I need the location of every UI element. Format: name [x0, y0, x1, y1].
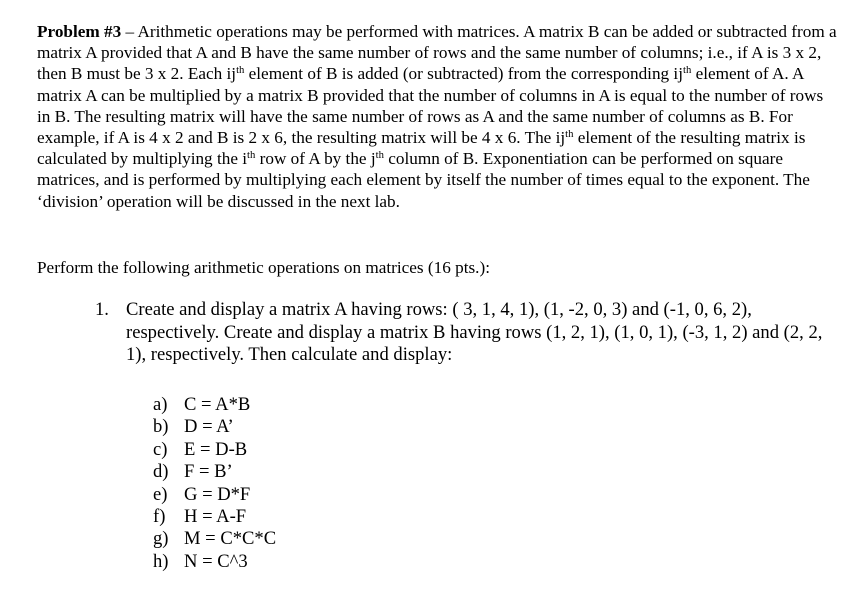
sub-item-letter: h)	[153, 550, 169, 572]
list-item-text: Create and display a matrix A having rows: ( 3, 1, 4, 1), (1, -2, 0, 3) and (-1, 0, 6, 2), respectively. Create and display a matrix B having rows (1, 2, 1), (1, 0, 1), (-3, 1, 2) and (2, 2, 1), respectively. Then calculate and display:	[126, 299, 823, 366]
superscript-th: th	[247, 150, 256, 162]
superscript-th: th	[683, 65, 692, 77]
sub-item-letter: d)	[153, 461, 169, 483]
sub-item-expression: D = A’	[184, 416, 234, 438]
sub-item-letter: f)	[153, 506, 166, 528]
sub-item-a	[153, 394, 276, 416]
superscript-th: th	[375, 150, 384, 162]
instruction-text: Perform the following arithmetic operations on matrices (16 pts.):	[37, 258, 490, 277]
sub-item-letter: c)	[153, 438, 168, 460]
heading-dash: –	[121, 22, 138, 41]
sub-item-h	[153, 551, 276, 573]
sub-item-list	[153, 394, 276, 573]
problem-paragraph	[37, 21, 837, 212]
list-item-1	[95, 299, 835, 367]
superscript-th: th	[236, 65, 245, 77]
superscript-th: th	[565, 129, 574, 141]
problem-text-5: row of A by the j	[255, 149, 376, 169]
problem-text-4: element of the resulting matrix is calculated by multiplying the i	[37, 128, 806, 169]
sub-item-b	[153, 416, 276, 438]
sub-item-expression: H = A-F	[184, 506, 247, 528]
sub-item-expression: M = C*C*C	[184, 528, 277, 550]
sub-item-letter: e)	[153, 483, 168, 505]
problem-text-6: column of B. Exponentiation can be performed on square matrices, and is performed by multiplying each element by itself the number of times equal to the exponent. The ‘division’ operation will be discussed in the next lab.	[37, 149, 810, 211]
problem-text-1: Arithmetic operations may be performed with matrices. A matrix B can be added or subtracted from a matrix A provided that A and B have the same number of rows and the same number of columns; i.e., if A is 3 x 2, then B must be 3 x 2. Each ij	[37, 22, 837, 84]
problem-text-3: element of A. A matrix A can be multiplied by a matrix B provided that the number of columns in A is equal to the number of rows in B. The resulting matrix will have the same number of rows as A and the same number of columns as B. For example, if A is 4 x 2 and B is 2 x 6, the resulting matrix will be 4 x 6. The ij	[37, 64, 824, 148]
sub-item-g	[153, 528, 276, 550]
sub-item-letter: g)	[153, 528, 169, 550]
list-item-number: 1.	[95, 299, 109, 320]
sub-item-expression: E = D-B	[184, 438, 248, 460]
sub-item-expression: G = D*F	[184, 483, 251, 505]
sub-item-expression: N = C^3	[184, 550, 248, 572]
sub-item-expression: F = B’	[184, 461, 233, 483]
sub-item-c	[153, 439, 276, 461]
sub-item-f	[153, 506, 276, 528]
sub-item-d	[153, 461, 276, 483]
sub-item-expression: C = A*B	[184, 394, 251, 415]
problem-text-2: element of B is added (or subtracted) from the corresponding ij	[244, 64, 683, 84]
sub-item-e	[153, 484, 276, 506]
sub-item-letter: b)	[153, 416, 169, 438]
sub-item-letter: a)	[153, 394, 168, 415]
problem-heading: Problem #3	[37, 22, 122, 41]
